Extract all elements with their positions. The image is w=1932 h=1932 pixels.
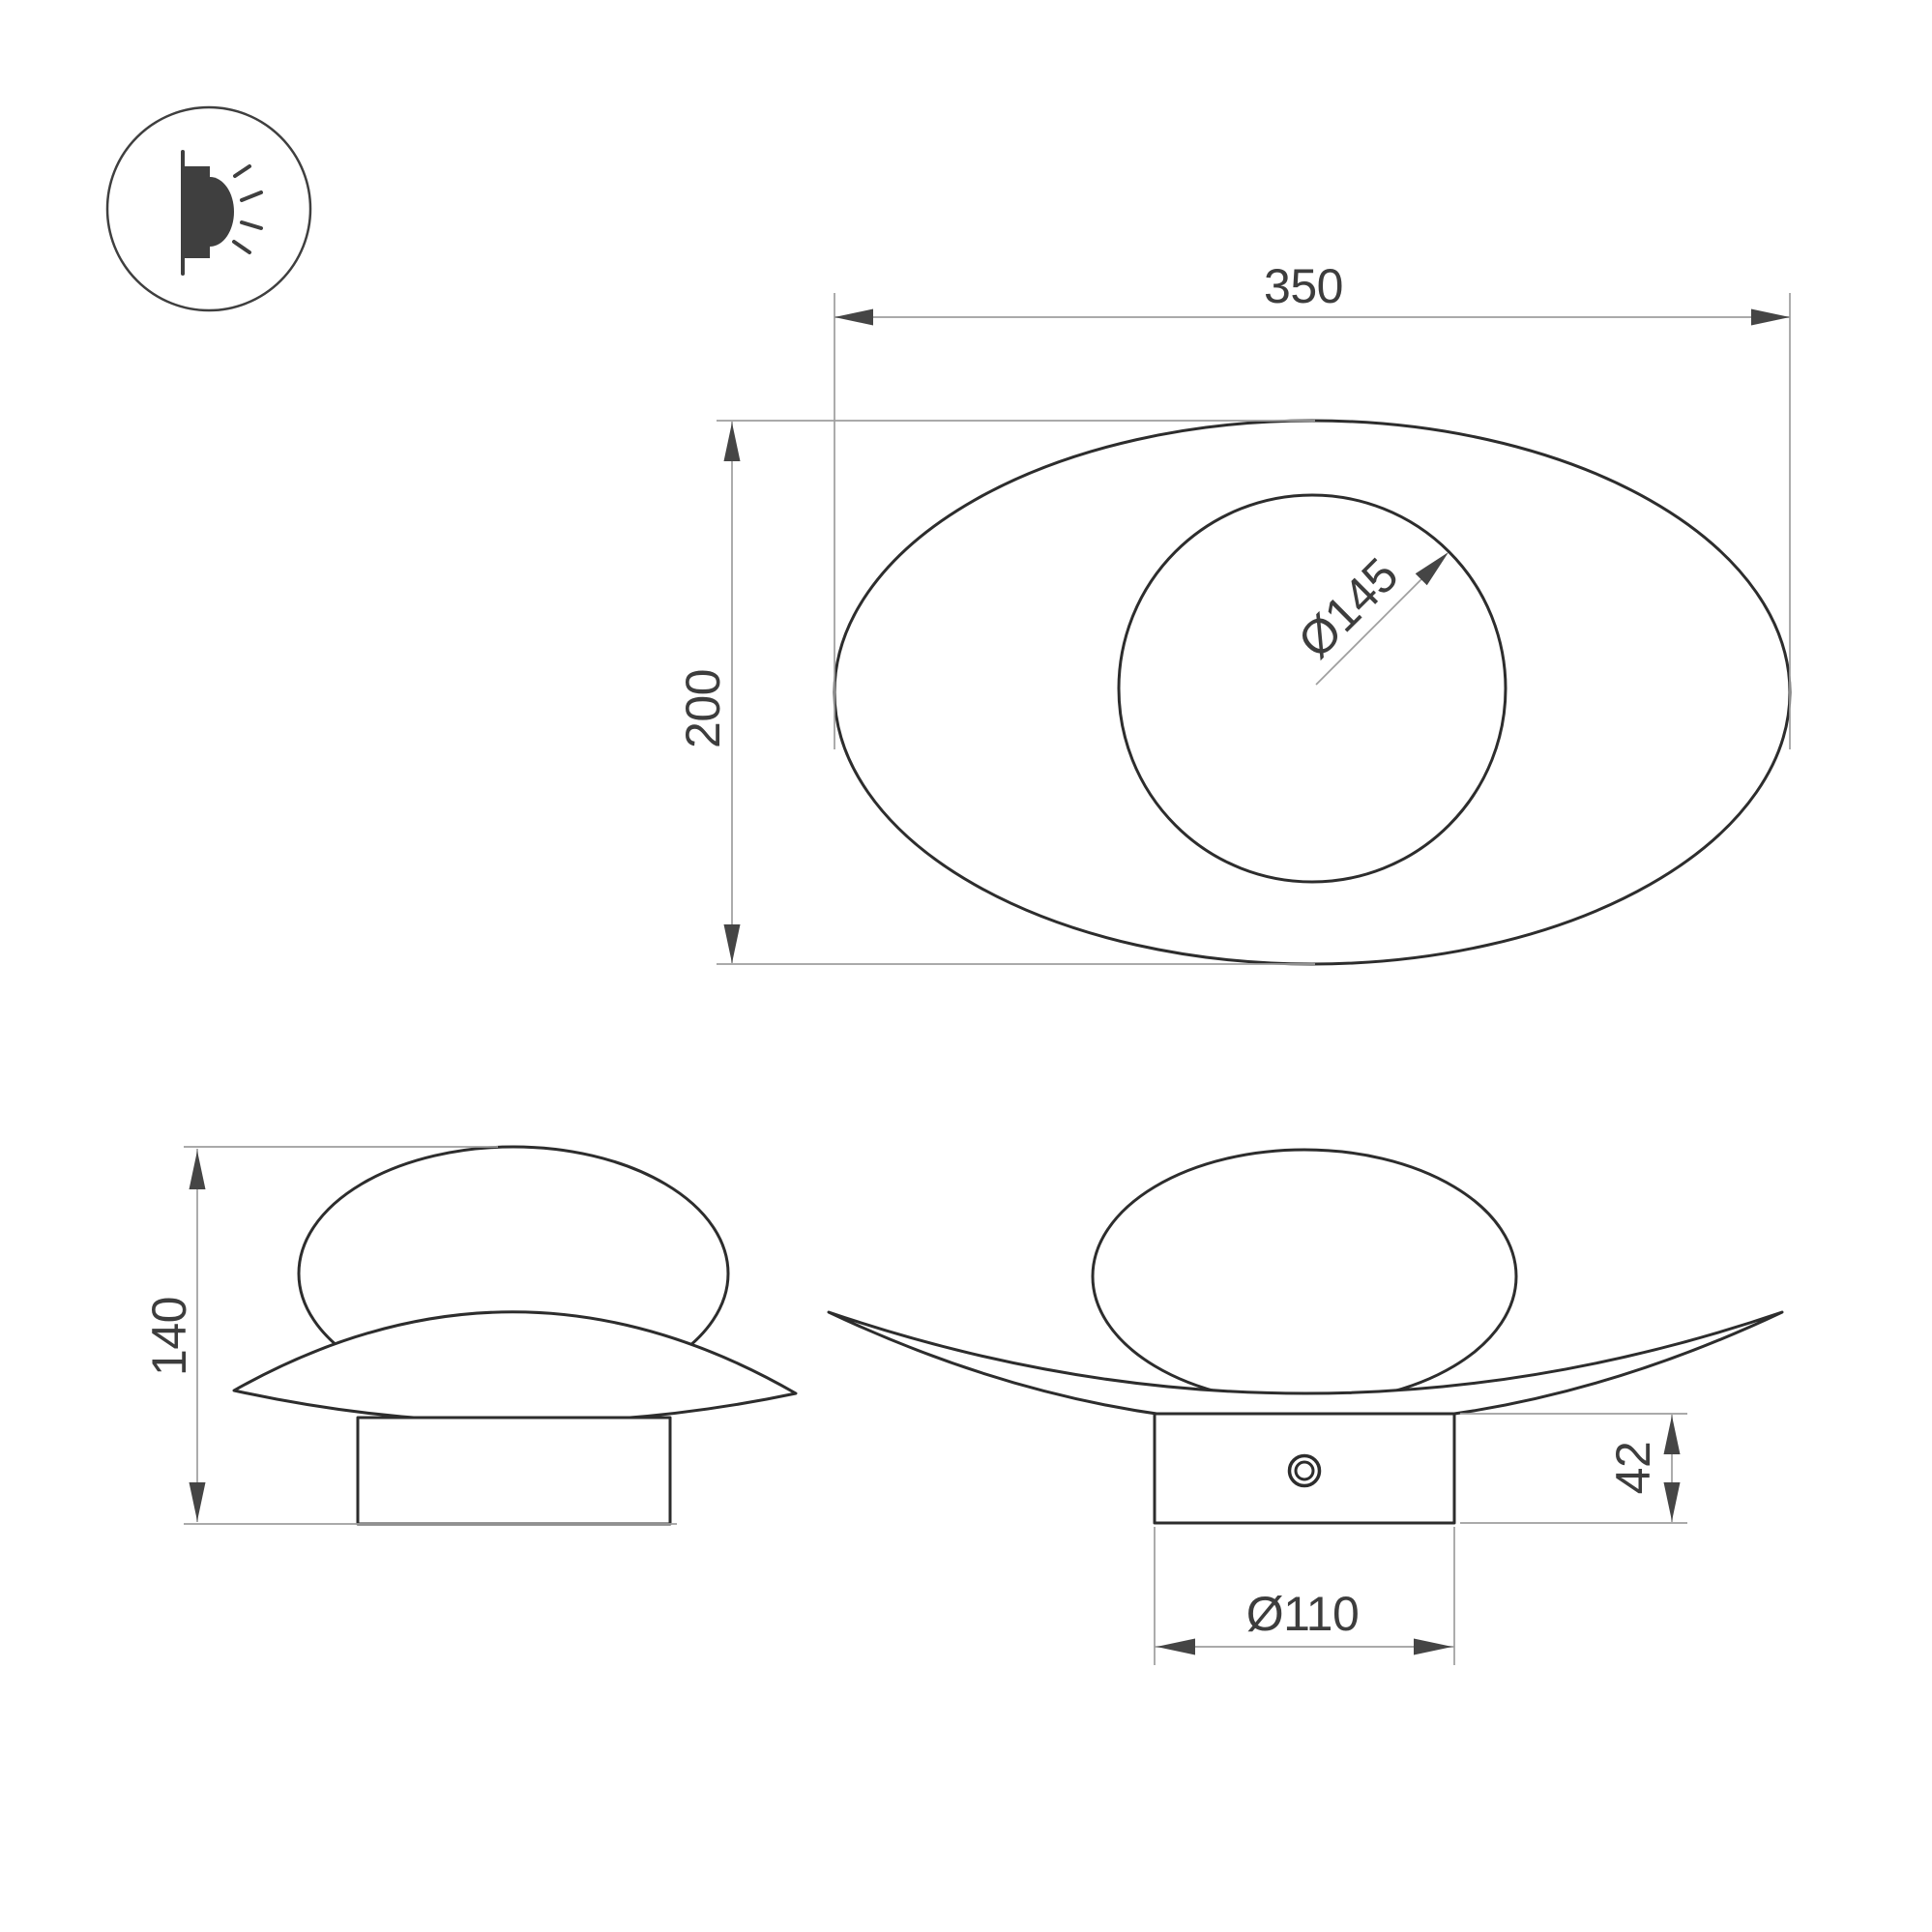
arrowhead-right [1751, 309, 1790, 326]
arrowhead-left [834, 309, 873, 326]
light-ray [242, 222, 261, 228]
arrowhead-bottom [1664, 1482, 1681, 1521]
dimension-label-height: 200 [676, 669, 730, 748]
light-rays-icon [234, 166, 261, 252]
light-ray [234, 242, 249, 252]
arrowhead-right [1414, 1639, 1452, 1655]
dimension-label-height: 140 [142, 1297, 196, 1376]
arrowhead-top [724, 423, 741, 461]
side-view [142, 1147, 796, 1524]
dimension-label-width: 350 [1264, 259, 1343, 313]
dimension-label-base-height: 42 [1606, 1441, 1660, 1495]
wall-lamp-light-icon [107, 107, 310, 310]
arrowhead-bottom [724, 924, 741, 963]
top-view [676, 259, 1790, 964]
front-view-ball [1093, 1150, 1516, 1403]
side-view-base [358, 1418, 670, 1524]
lamp-diffuser [210, 177, 234, 247]
arrowhead-bottom [190, 1482, 206, 1521]
light-ray [242, 192, 261, 200]
dimension-base-height-42 [1460, 1414, 1687, 1523]
arrowhead-left [1156, 1639, 1195, 1655]
lamp-body [183, 166, 210, 258]
dimension-label-base-diameter: Ø110 [1245, 1587, 1360, 1641]
front-view [829, 1150, 1782, 1665]
light-ray [235, 166, 249, 176]
arrowhead-top [190, 1151, 206, 1189]
arrowhead-top [1664, 1416, 1681, 1454]
front-view-base [1155, 1414, 1454, 1523]
dimension-base-diameter-110 [1155, 1527, 1454, 1665]
dimension-label-lens-diameter: Ø145 [1287, 547, 1409, 669]
